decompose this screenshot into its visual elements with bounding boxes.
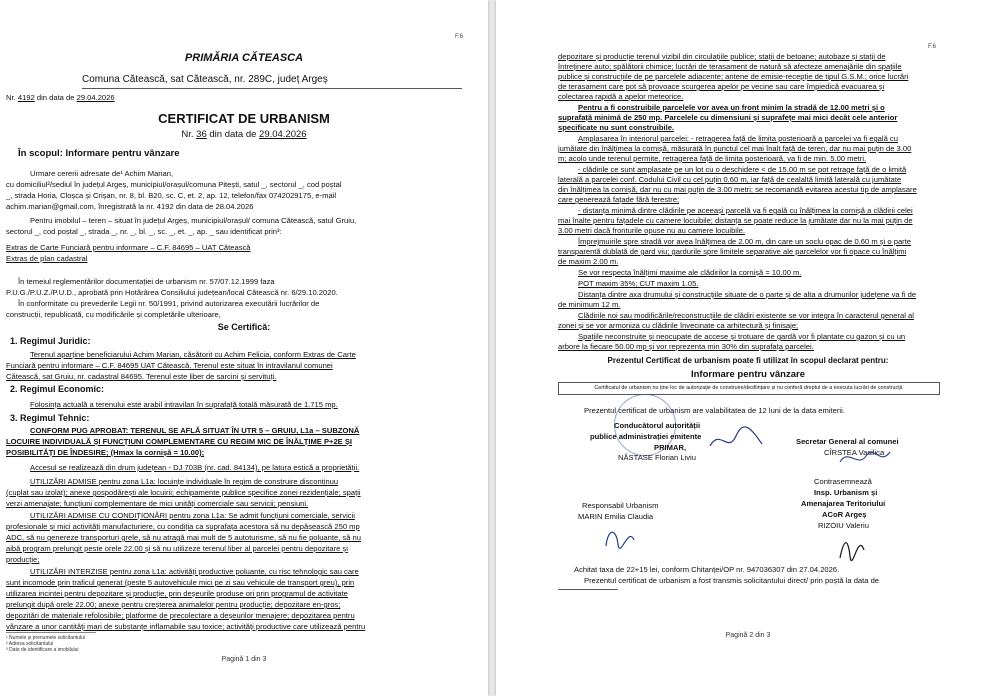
- section-2-line-1: Folosința actuală a terenului este arabil intravilan în suprafață totală măsurată de 1.715 mp.: [30, 400, 338, 409]
- countersign-name: RIZOIU Valeriu: [818, 521, 869, 530]
- regime-line-20: transparentă dublată de gard viu; gardurile spre limitele separative ale parcelelor vor fi opace cu înălțimi: [558, 247, 907, 256]
- request-line-1: Urmare cererii adresate de¹ Achim Marian,: [30, 169, 174, 178]
- certifies-heading: Se Certifică:: [217, 322, 271, 332]
- urbanism-officer-signature: [600, 520, 640, 554]
- regime-line-3: publice și construcțiile de pe parcelele adiacente; antene de emisie-recepție de tipul G.S.M.; orice lucrări: [558, 72, 909, 81]
- section-1-title: 1. Regimul Juridic:: [10, 336, 91, 346]
- form-code: F.6: [928, 44, 937, 50]
- legal-basis-line-4: construcții, republicată, cu modificările și completările ulterioare,: [6, 310, 221, 319]
- regime-line-10: jumătate din înălțimea la cornișă, măsurată în punctul cel mai înalt față de teren, dar nu mai puțin de 3.00: [558, 144, 912, 153]
- footnote-3: ³ Date de identificare a imobilului: [6, 647, 79, 653]
- regime-line-22: Se vor respecta înălțimi maxime ale clădirilor la cornișă = 10.00 m.: [578, 268, 802, 277]
- section-1-line-2: Funciară pentru informare – C.F. 84695 UAT Cătească. Terenul este situat în intravilanul comunei: [6, 361, 333, 370]
- section-3-line-9: profesionale și mici activități manufacturiere, cu condiția ca suprafața acestora să nu depășească 250 mp: [6, 522, 360, 531]
- urbanism-officer-name: MARIN Emilia Claudia: [578, 512, 654, 521]
- identification-line-1: Extras de Carte Funciară pentru informare – C.F. 84695 – UAT Cătească: [6, 243, 251, 252]
- purpose-label: În scopul: Informare pentru vânzare: [18, 148, 180, 159]
- regime-line-12: - clădirile ce sunt amplasate pe un lot cu o deschidere < de 15.00 m se pot retrage față de o limită: [578, 165, 907, 174]
- section-3-line-2: LOCUIRE INDIVIDUALĂ ȘI FUNCȚIUNI COMPLEMENTARE CU REGIM MIC DE ÎNĂLȚIME P+2E ȘI: [6, 437, 353, 446]
- form-code: F.6: [455, 34, 464, 40]
- section-3-line-11: aibă program prelungit peste orele 22.00 și să nu utilizeze terenul liber al parcelei pentru depozitare și: [6, 544, 348, 553]
- regime-line-4: de terasament care pot să provoace scurgerea apelor pe vecine sau care împiedică evacuarea și: [558, 82, 885, 91]
- section-3-line-4: Accesul se realizează din drum județean - DJ 703B (nr. cad. 84134), pe latura estică a proprietății.: [30, 463, 360, 472]
- section-3-line-7: verzi amenajate; funcțiuni complementare de mici unități comerciale sau servicii; pensiuni.: [6, 499, 309, 508]
- regime-line-2: întreținere auto; spălătorii chimice; lucrări de terasament de natură să afecteze amenajările din spațiile: [558, 62, 902, 71]
- section-2-title: 2. Regimul Economic:: [10, 384, 105, 394]
- regime-line-14: din înălțimea la cornișă, dar nu cu mai puțin de 3.00 metri; se recomandă evitarea acestui tip de amplasare: [558, 185, 917, 194]
- section-3-line-18: vânzare a unor cantități mari de substanțe inflamabile sau toxice; activități productive care utilizează pentru: [6, 622, 366, 631]
- section-3-line-14: sunt incomode prin traficul generat (peste 5 autovehicule mici pe zi sau vehicule de transport greu), prin: [6, 578, 355, 587]
- purpose-statement: Prezentul Certificat de urbanism poate fi utilizat în scopul declarat pentru:: [607, 356, 889, 365]
- legal-basis-line-1: În temeiul reglementărilor documentației de urbanism nr. 57/07.12.1999 faza: [18, 277, 275, 286]
- legal-basis-line-3: În conformitate cu prevederile Legii nr. 50/1991, privind autorizarea executării lucrărilor de: [18, 299, 320, 308]
- section-3-line-15: utilizarea incintei pentru depozitare și producție, prin deșeurile produse ori prin programul de activitate: [6, 589, 348, 598]
- regime-line-15: care generează fațade fără ferestre;: [558, 195, 680, 204]
- section-3-line-13: UTILIZĂRI INTERZISE pentru zona L1a: activități productive poluante, cu risc tehnologic sau care: [30, 567, 359, 576]
- regime-line-26: Clădirile noi sau modificările/reconstrucțiile de clădiri existente se vor integra în caracterul general al: [578, 311, 914, 320]
- regime-line-23: POT maxim 35%; CUT maxim 1.05.: [578, 279, 699, 288]
- section-3-line-1: CONFORM PUG APROBAT: TERENUL SE AFLĂ SITUAT ÎN UTR 5 – GRUIU, L1a – SUBZONĂ: [30, 426, 360, 435]
- request-line-3: _, strada Horia, Cloșca și Crișan, nr. 8, bl. B20, sc. C, et. 2, ap. 12, telefon/fax 0742029175, e-mail: [6, 191, 337, 200]
- section-3-line-5: UTILIZĂRI ADMISE pentru zona L1a: locuințe individuale în regim de construire discontinuu: [30, 477, 339, 486]
- regime-line-17: mai înalte pentru fațadele cu camere locuibile; distanța se poate reduce la jumătate dar nu la mai puțin de: [558, 216, 913, 225]
- regime-line-19: Împrejmuirile spre stradă vor avea înălțimea de 2.00 m, din care un soclu opac de 0.60 m și o parte: [578, 237, 912, 246]
- urbanism-officer-title: Responsabil Urbanism: [582, 501, 659, 510]
- regime-line-28: Spațiile neconstruite și neocupate de accese și trotuare de gardă vor fi plantate cu gazon și cu un: [578, 332, 906, 341]
- request-line-2: cu domiciliul²/sediul în județul Argeș, municipiul/orașul/comuna Pitești, satul _, sectorul _, cod poștal: [6, 180, 342, 189]
- regime-line-18: 3.00 metri dacă fronturile opuse nu au camere locuibile.: [558, 226, 745, 235]
- countersign-line-3: Amenajarea Teritoriului: [801, 499, 886, 508]
- countersign-line-4: ACoR Argeș: [822, 510, 867, 519]
- mayor-signature: [706, 424, 766, 456]
- page-number-2: Pagină 2 din 3: [725, 632, 771, 639]
- section-1-line-1: Terenul aparține beneficiarului Achim Marian, căsătorit cu Achim Felicia, conform Extras de Carte: [30, 350, 356, 359]
- section-3-line-16: prelungit după orele 22.00; anexe pentru creșterea animalelor pentru producție; depozitare en-gros;: [6, 600, 341, 609]
- page-number-1: Pagină 1 din 3: [221, 656, 267, 663]
- regime-line-24: Distanța dintre axa drumului și construcțiile situate de o parte și de alta a drumurilor județene va fi de: [578, 290, 917, 299]
- page-1: [0, 0, 488, 696]
- purpose-value: Informare pentru vânzare: [690, 369, 806, 380]
- transmission-statement: Prezentul certificat de urbanism a fost transmis solicitantului direct/ prin poștă la data de: [584, 576, 880, 585]
- section-3-line-8: UTILIZĂRI ADMISE CU CONDIȚIONĂRI pentru zona L1a: Se admit funcțiuni comerciale, servicii: [30, 511, 355, 520]
- regime-line-16: - distanța minimă dintre clădirile pe aceeași parcelă va fi egală cu înălțimea la cornișă a clădirii celei: [578, 206, 913, 215]
- regime-line-8: specificate nu sunt construibile.: [558, 123, 675, 132]
- fee-statement: Achitat taxa de 22+15 lei, conform Chitanței/OP nr. 947036307 din 27.04.2026.: [574, 565, 840, 574]
- regime-line-9: Amplasarea în interiorul parcelei: - retragerea față de limita posterioară a parcelei va fi egală cu: [578, 134, 898, 143]
- section-3-line-3: POSIBILITĂȚI DE ÎNDESIRE; (Hmax la cornișă = 10.00);: [6, 448, 205, 457]
- regime-line-21: de maxim 2.00 m.: [558, 257, 619, 266]
- mayor-name: NĂSTASE Florian Liviu: [618, 453, 696, 462]
- institution-address: Comuna Cătească, sat Cătească, nr. 289C, județ Argeș: [82, 74, 328, 85]
- page-2: [496, 0, 1000, 696]
- regime-line-7: suprafață minimă de 250 mp. Parcelele cu dimensiuni și suprafețe mai mici decât cele anterior: [558, 113, 898, 122]
- section-3-line-10: ADC, să nu genereze transporturi grele, să nu atragă mai mult de 5 autoturisme, să nu fie poluante, să nu: [6, 533, 361, 542]
- disclaimer-box: Certificatul de urbanism nu ține loc de autorizație de construire/desființare și nu conferă dreptul de a executa lucrări de construcții.: [558, 382, 940, 395]
- regime-line-5: colectarea rapidă a apelor meteorice.: [558, 92, 684, 101]
- secretary-title: Secretar General al comunei: [796, 437, 899, 446]
- validity-statement: Prezentul certificat de urbanism are valabilitatea de 12 luni de la data emiterii.: [584, 406, 845, 415]
- certificate-title: CERTIFICAT DE URBANISM: [158, 111, 330, 126]
- mayor-title-line-2: publice administrației emitente: [590, 432, 702, 441]
- countersign-line-1: Contrasemnează: [814, 477, 872, 486]
- request-line-4: achim.marian@gmail.com, înregistrată la nr. 4192 din data de 28.04.2026: [6, 202, 254, 211]
- mayor-title-line-3: PRIMAR,: [654, 443, 687, 452]
- footnote-1: ¹ Numele și prenumele solicitantului: [6, 635, 85, 641]
- regime-line-27: zonei și se vor armoniza cu clădirile învecinate ca arhitectură și finisaje;: [558, 321, 799, 330]
- section-1-line-3: Cătească, sat Gruiu, nr. cadastral 84695. Terenul este liber de sarcini și servituți.: [6, 372, 277, 381]
- regime-line-29: arbore la fiecare 50.00 mp și vor reprezenta min 30% din suprafața parcelei.: [558, 342, 814, 351]
- regime-line-6: Pentru a fi construibile parcelele vor avea un front minim la stradă de 12.00 metri și o: [578, 103, 885, 112]
- regime-line-13: laterală a parcelei conf. Codului Civil cu cel puțin 0.60 m, iar față de cealaltă limită laterală cu jumătate: [558, 175, 902, 184]
- certificate-number: Nr. 36 din data de 29.04.2026: [181, 129, 307, 140]
- footnote-2: ² Adresa solicitantului: [6, 641, 54, 647]
- regime-line-1: depozitare și producție terenul vizibil din circulațiile publice; stații de betoane; autobaze și stații de: [558, 52, 886, 61]
- countersign-line-2: Insp. Urbanism și: [814, 488, 878, 497]
- registration-line: Nr. 4192 din data de 29.04.2026: [6, 93, 115, 102]
- identification-line-2: Extras de plan cadastral: [6, 254, 88, 263]
- legal-basis-line-2: P.U.G./P.U.Z./P.U.D., aprobată prin Hotărârea Consiliului județean/local Cătească nr. 6/29.10.2020.: [6, 288, 338, 297]
- mayor-title-line-1: Conducătorul autorității: [614, 421, 701, 430]
- regime-line-25: de minimum 12 m.: [558, 300, 621, 309]
- property-line-2: sectorul _, cod poștal _, strada _, nr. _, bl. _, sc. _, et. _, ap. _ sau identificat prin³:: [6, 227, 282, 236]
- countersign-signature: [834, 528, 870, 568]
- regime-line-11: m; acolo unde terenul permite, retragerea față de limita posterioară, va fi de min. 5.00 metri.: [558, 154, 867, 163]
- section-3-title: 3. Regimul Tehnic:: [10, 413, 90, 423]
- institution-name: PRIMĂRIA CĂTEASCA: [184, 52, 304, 64]
- secretary-name: CÎRSTEA Vasilica: [824, 448, 885, 457]
- section-3-line-17: depozitări de materiale refolosibile; platforme de precolectare a deșeurilor menajere; depozitarea pentru: [6, 611, 355, 620]
- property-line-1: Pentru imobilul – teren – situat în județul Argeș, municipiul/orașul/ comuna Cătească, satul Gruiu,: [30, 216, 357, 225]
- section-3-line-12: producție;: [6, 555, 40, 564]
- secretary-signature: [836, 446, 894, 472]
- section-3-line-6: (cuplat sau izolat); anexe gospodărești ale locuirii; echipamente publice specifice zonei rezidențiale; spații: [6, 488, 361, 497]
